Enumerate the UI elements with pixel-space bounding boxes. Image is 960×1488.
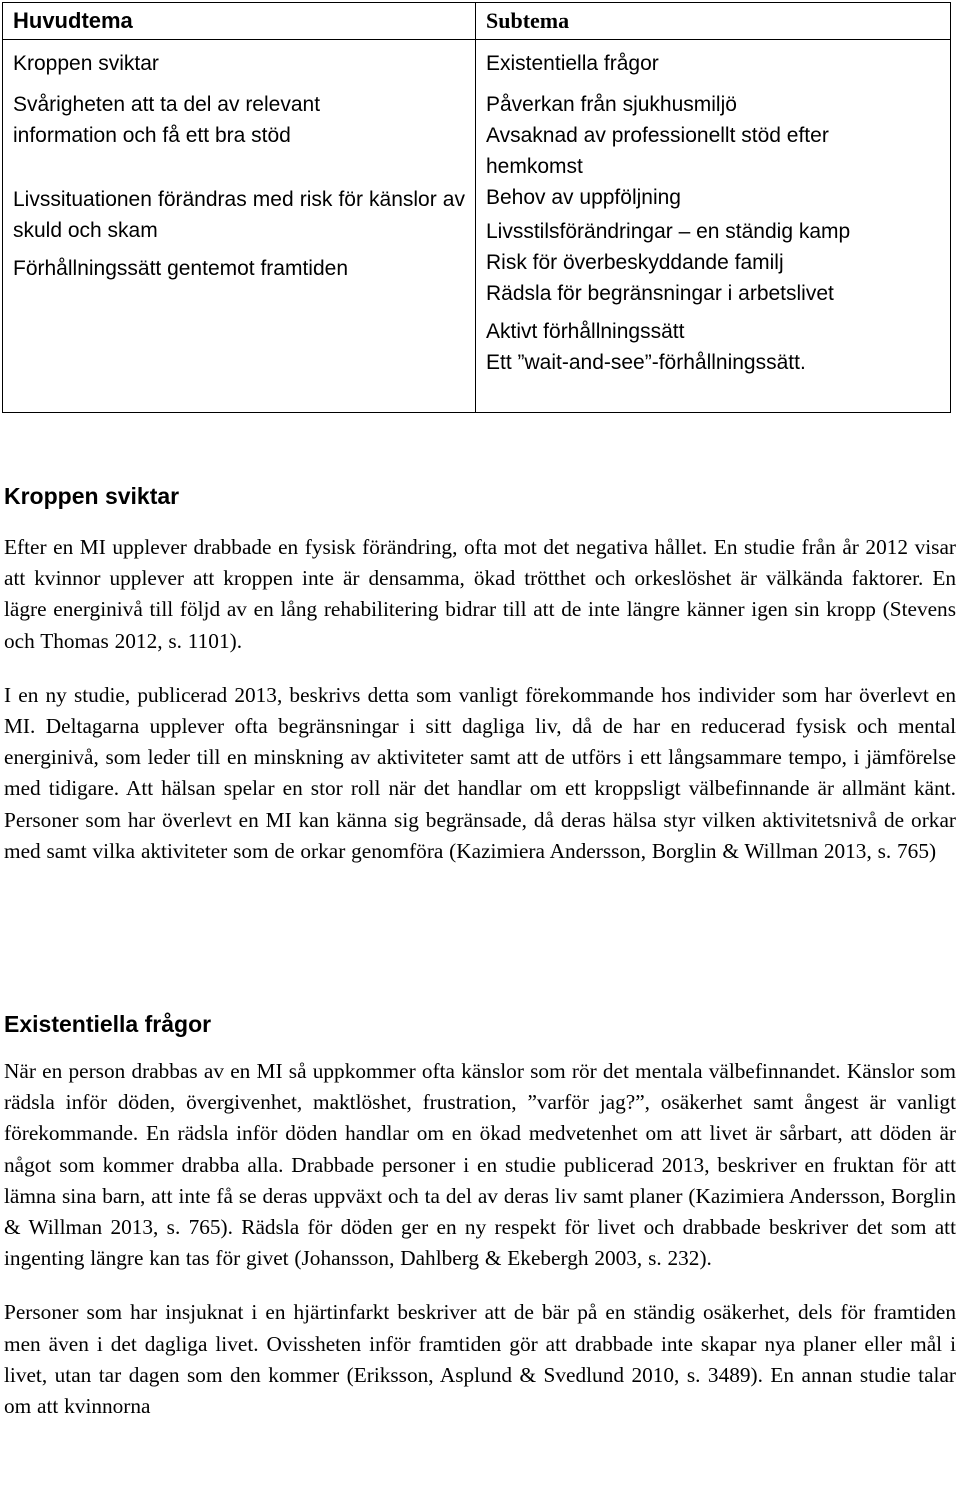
sub-theme-item: Livsstilsförändringar – en ständig kamp (486, 220, 851, 243)
table-row (3, 40, 951, 413)
section-heading: Existentiella frågor (4, 1011, 212, 1037)
sub-theme-item: Behov av uppföljning (486, 186, 681, 209)
sub-theme-item: Avsaknad av professionellt stöd efter hemkomst (486, 124, 829, 178)
main-theme-cell (3, 40, 476, 413)
section-existentiella-fragor (4, 1009, 956, 1422)
sub-theme-item: Ett ”wait-and-see”-förhållningssätt. (486, 351, 806, 374)
header-main-theme: Huvudtema (3, 3, 476, 40)
sub-theme-item: Rädsla för begränsningar i arbetslivet (486, 282, 834, 305)
sub-theme-item: Risk för överbeskyddande familj (486, 251, 784, 274)
main-theme-item: Svårigheten att ta del av relevant information och få ett bra stöd (13, 93, 321, 147)
paragraph: I en ny studie, publicerad 2013, beskrivs detta som vanligt förekommande hos individer som har överlevt en MI. Deltagarna upplever ofta begränsningar i sitt dagliga liv, då de har en reducerad fysisk och mental energinivå, som leder till en minskning av aktiviteter samt att de utförs i ett långsammare tempo, i jämförelse med tidigare. Att hälsan spelar en stor roll när det handlar om ett kroppsligt välbefinnande är allmänt känt. Personer som har överlevt en MI kan känna sig begränsade, då deras hälsa styr vilken aktivitetsnivå de orkar med samt vilka aktiviteter som de orkar genomföra (Kazimiera Andersson, Borglin & Willman 2013, s. 765) (4, 682, 956, 863)
table-header-row (3, 3, 951, 40)
section-heading: Kroppen sviktar (4, 483, 180, 509)
sub-theme-item: Påverkan från sjukhusmiljö (486, 93, 737, 116)
paragraph: Personer som har insjuknat i en hjärtinfarkt beskriver att de bär på en ständig osäkerhet, dels för framtiden men även i det dagliga livet. Ovissheten inför framtiden gör att drabbade inte skapar nya planer eller mål i livet, utan tar dagen som den kommer (Eriksson, Asplund & Svedlund 2010, s. 3489). En annan studie talar om att kvinnorna (4, 1300, 956, 1419)
theme-table (2, 2, 951, 413)
main-theme-item: Förhållningssätt gentemot framtiden (13, 257, 349, 280)
section-kroppen-sviktar (4, 481, 956, 867)
main-theme-item: Livssituationen förändras med risk för känslor av skuld och skam (13, 188, 465, 242)
sub-theme-item: Aktivt förhållningssätt (486, 320, 685, 343)
sub-theme-item: Existentiella frågor (486, 52, 659, 75)
header-sub-theme: Subtema (476, 3, 951, 40)
main-theme-item: Kroppen sviktar (13, 52, 159, 75)
paragraph: När en person drabbas av en MI så uppkommer ofta känslor som rör det mentala välbefinnandet. Känslor som rädsla inför döden, övergivenhet, maktlöshet, frustration, ”varför jag?”, osäkerhet samt ångest är vanligt förekommande. En rädsla inför döden handlar om en ökad medvetenhet om att livet är sårbart, att döden är något som kommer drabba alla. Drabbade personer i en studie publicerad 2013, beskriver en fruktan för att lämna sina barn, att inte få se deras uppväxt och ta del av deras liv samt planer (Kazimiera Andersson, Borglin & Willman 2013, s. 765). Rädsla för döden ger en ny respekt för livet och drabbade beskriver det som att ingenting längre kan tas för givet (Johansson, Dahlberg & Ekebergh 2003, s. 232). (4, 1059, 956, 1271)
paragraph: Efter en MI upplever drabbade en fysisk förändring, ofta mot det negativa hållet. En studie från år 2012 visar att kvinnor upplever att kroppen inte är densamma, ökad trötthet och orkeslöshet är välkända faktorer. En lägre energinivå till följd av en lång rehabilitering bidrar till att de inte längre känner igen sin kropp (Stevens och Thomas 2012, s. 1101). (4, 535, 956, 653)
sub-theme-cell (476, 40, 951, 413)
